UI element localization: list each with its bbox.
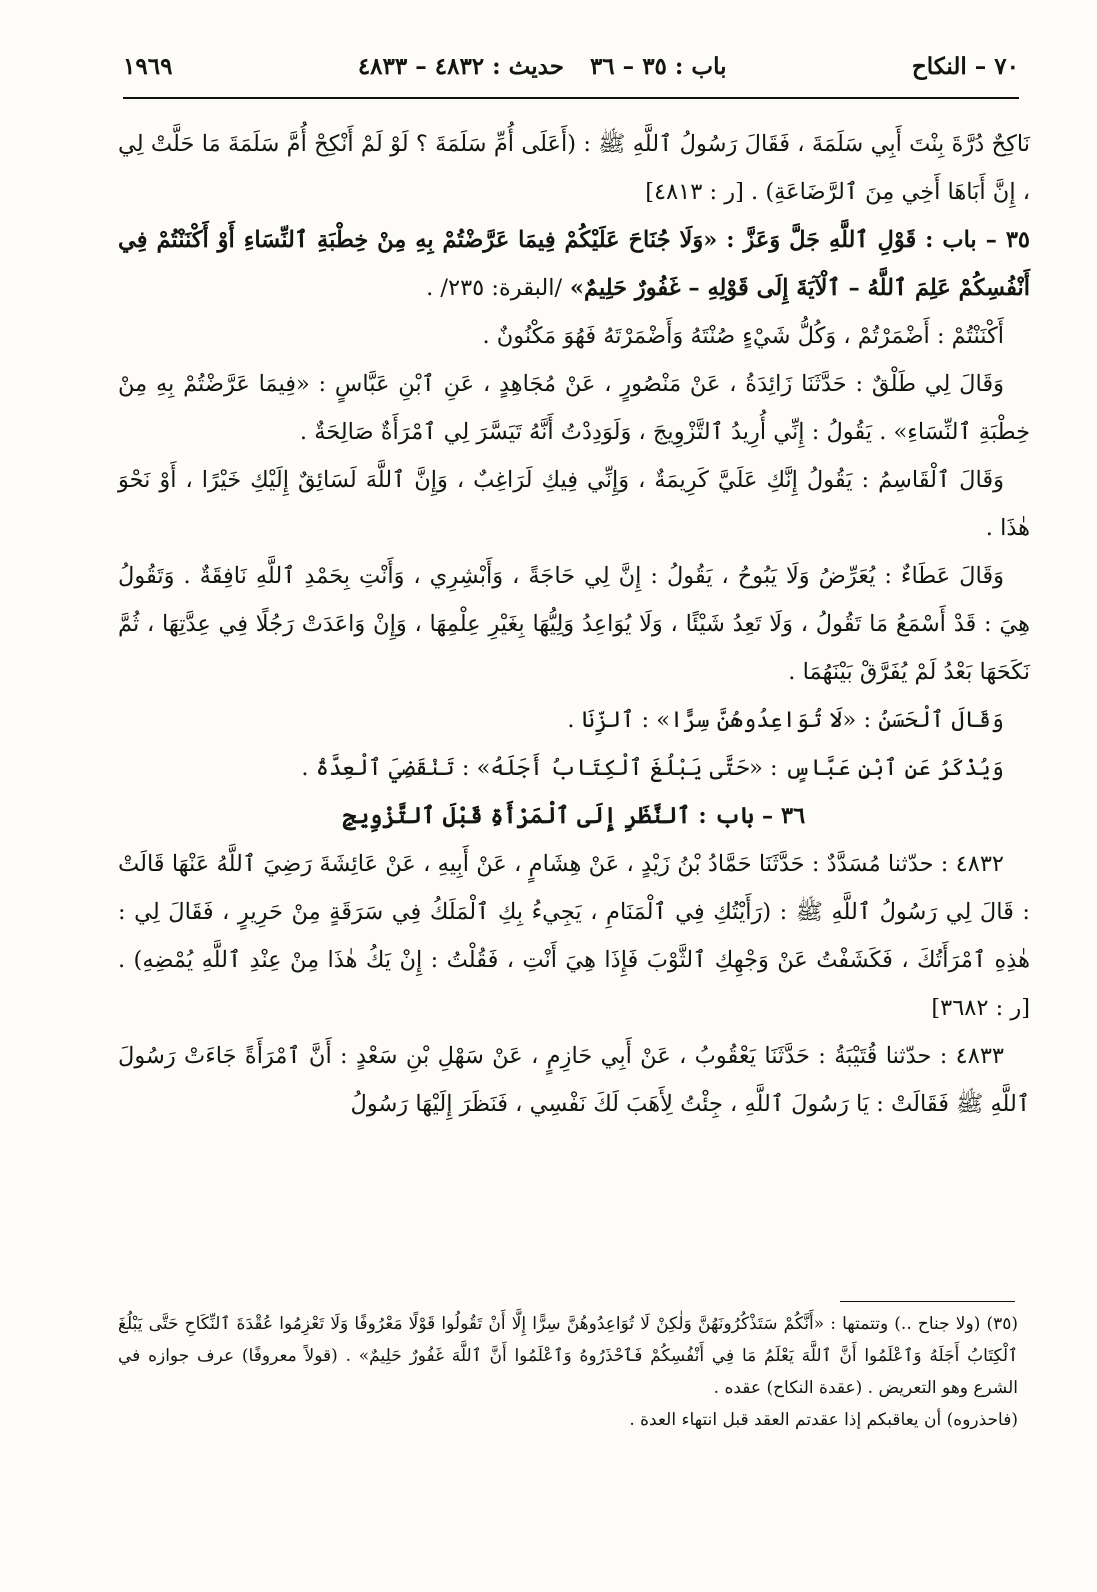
footnote-35-cont: (فاحذروه) أن يعاقبكم إذا عقدتم العقد قبل انتهاء العدة . <box>629 1410 1018 1430</box>
footnotes <box>118 1308 1018 1436</box>
paragraph-hasan: وَقَالَ ٱلْحَسَنُ : «لَا تُوَاعِدُوهُنَّ سِرًّا» : ٱلزِّنَا . <box>567 707 1004 733</box>
main-text <box>118 120 1030 1128</box>
chapter-heading-35-text: ٣٥ – باب : قَوْلِ ٱللَّهِ جَلَّ وَعَزَّ : «وَلَا جُنَاحَ عَلَيْكُمْ فِيمَا عَرَّضْتُمْ بِهِ مِنْ خِطْبَةِ ٱلنِّسَاءِ أَوْ أَكْنَنْتُمْ فِي أَنْفُسِكُمْ عَلِمَ ٱللَّهُ – ٱلْآيَةَ إِلَى قَوْلِهِ – غَفُورٌ حَلِيمٌ» <box>118 227 1030 301</box>
paragraph-qasim: وَقَالَ ٱلْقَاسِمُ : يَقُولُ إِنَّكِ عَلَيَّ كَرِيمَةٌ ، وَإِنِّي فِيكِ لَرَاغِبٌ ، وَإِنَّ ٱللَّهَ لَسَائِقٌ إِلَيْكِ خَيْرًا ، أَوْ نَحْوَ هٰذَا . <box>118 467 1030 541</box>
chapter-title: ٧٠ – النكاح <box>911 52 1019 80</box>
page-header <box>123 46 1019 86</box>
paragraph-aknantum: أَكْنَنْتُمْ : أَضْمَرْتُمْ ، وَكُلُّ شَيْءٍ صُنْتَهُ وَأَضْمَرْتَهُ فَهُوَ مَكْنُونٌ . <box>482 323 1004 349</box>
page-number: ١٩٦٩ <box>123 52 173 80</box>
header-reference <box>358 53 727 80</box>
bab-range: باب : ٣٥ – ٣٦ <box>589 52 727 80</box>
chapter-heading-36: ٣٦ – باب : ٱلنَّظَرِ إِلَى ٱلْمَرْأَةِ قَبْلَ ٱلتَّزْوِيجِ <box>342 803 806 829</box>
paragraph-ata: وَقَالَ عَطَاءٌ : يُعَرِّضُ وَلَا يَبُوحُ ، يَقُولُ : إِنَّ لِي حَاجَةً ، وَأَبْشِرِي ، وَأَنْتِ بِحَمْدِ ٱللَّهِ نَافِقَةٌ . وَتَقُولُ هِيَ : قَدْ أَسْمَعُ مَا تَقُولُ ، وَلَا تَعِدُ شَيْئًا ، وَلَا يُوَاعِدُ وَلِيُّهَا بِغَيْرِ عِلْمِهَا ، وَإِنْ وَاعَدَتْ رَجُلًا فِي عِدَّتِهَا ، ثُمَّ نَكَحَهَا بَعْدُ لَمْ يُفَرَّقْ بَيْنَهُمَا . <box>118 563 1030 685</box>
paragraph-continuation: نَاكِحٌ دُرَّةَ بِنْتَ أَبِي سَلَمَةَ ، فَقَالَ رَسُولُ ٱللَّهِ ﷺ : (أَعَلَى أُمِّ سَلَمَةَ ؟ لَوْ لَمْ أَنْكِحْ أُمَّ سَلَمَةَ مَا حَلَّتْ لِي ، إِنَّ أَبَاهَا أَخِي مِنَ ٱلرَّضَاعَةِ) . [ر : ٤٨١٣] <box>118 131 1030 205</box>
hadith-4833: ٤٨٣٣ : حدّثنا قُتَيْبَةُ : حَدَّثَنَا يَعْقُوبُ ، عَنْ أَبِي حَازِمٍ ، عَنْ سَهْلِ بْنِ سَعْدٍ : أَنَّ ٱمْرَأَةً جَاءَتْ رَسُولَ ٱللَّهِ ﷺ فَقَالَتْ : يَا رَسُولَ ٱللَّهِ ، جِئْتُ لِأَهَبَ لَكَ نَفْسِي ، فَنَظَرَ إِلَيْهَا رَسُولُ <box>118 1043 1030 1117</box>
hadith-range: حديث : ٤٨٣٢ – ٤٨٣٣ <box>357 52 564 80</box>
paragraph-ibn-abbas: وَيُذْكَرُ عَنِ ٱبْنِ عَبَّاسٍ : «حَتَّى يَبْلُغَ ٱلْكِتَابُ أَجَلَهُ» : تَنْقَضِيَ ٱلْعِدَّةُ . <box>301 755 1004 781</box>
footnote-divider <box>840 1301 1015 1302</box>
quran-reference: /البقرة: ٢٣٥/ . <box>426 275 563 301</box>
footnote-35: (٣٥) (ولا جناح ..) وتتمتها : «أَنَّكُمْ سَتَذْكُرُونَهُنَّ وَلٰكِنْ لَا تُوَاعِدُوهُنَّ سِرًّا إِلَّا أَنْ تَقُولُوا قَوْلًا مَعْرُوفًا وَلَا تَعْزِمُوا عُقْدَةَ ٱلنِّكَاحِ حَتَّى يَبْلُغَ ٱلْكِتَابُ أَجَلَهُ وَٱعْلَمُوا أَنَّ ٱللَّهَ يَعْلَمُ مَا فِي أَنْفُسِكُمْ فَٱحْذَرُوهُ وَٱعْلَمُوا أَنَّ ٱللَّهَ غَفُورٌ حَلِيمٌ» . (قولاً معروفًا) عرف جوازه في الشرع وهو التعريض . (عقدة النكاح) عقده . <box>118 1314 1018 1398</box>
chapter-heading-35 <box>118 216 1030 312</box>
hadith-4832: ٤٨٣٢ : حدّثنا مُسَدَّدٌ : حَدَّثَنَا حَمَّادُ بْنُ زَيْدٍ ، عَنْ هِشَامٍ ، عَنْ أَبِيهِ ، عَنْ عَائِشَةَ رَضِيَ ٱللَّهُ عَنْهَا قَالَتْ : قَالَ لِي رَسُولُ ٱللَّهِ ﷺ : (رَأَيْتُكِ فِي ٱلْمَنَامِ ، يَجِيءُ بِكِ ٱلْمَلَكُ فِي سَرَقَةٍ مِنْ حَرِيرٍ ، فَقَالَ لِي : هٰذِهِ ٱمْرَأَتُكَ ، فَكَشَفْتُ عَنْ وَجْهِكِ ٱلثَّوْبَ فَإِذَا هِيَ أَنْتِ ، فَقُلْتُ : إِنْ يَكُ هٰذَا مِنْ عِنْدِ ٱللَّهِ يُمْضِهِ) . [ر : ٣٦٨٢] <box>118 851 1030 1021</box>
paragraph-talq: وَقَالَ لِي طَلْقٌ : حَدَّثَنَا زَائِدَةُ ، عَنْ مَنْصُورٍ ، عَنْ مُجَاهِدٍ ، عَنِ ٱبْنِ عَبَّاسٍ : «فِيمَا عَرَّضْتُمْ بِهِ مِنْ خِطْبَةِ ٱلنِّسَاءِ» . يَقُولُ : إِنِّي أُرِيدُ ٱلتَّزْوِيجَ ، وَلَوَدِدْتُ أَنَّهُ تَيَسَّرَ لِي ٱمْرَأَةٌ صَالِحَةٌ . <box>118 371 1030 445</box>
header-divider <box>123 97 1019 99</box>
